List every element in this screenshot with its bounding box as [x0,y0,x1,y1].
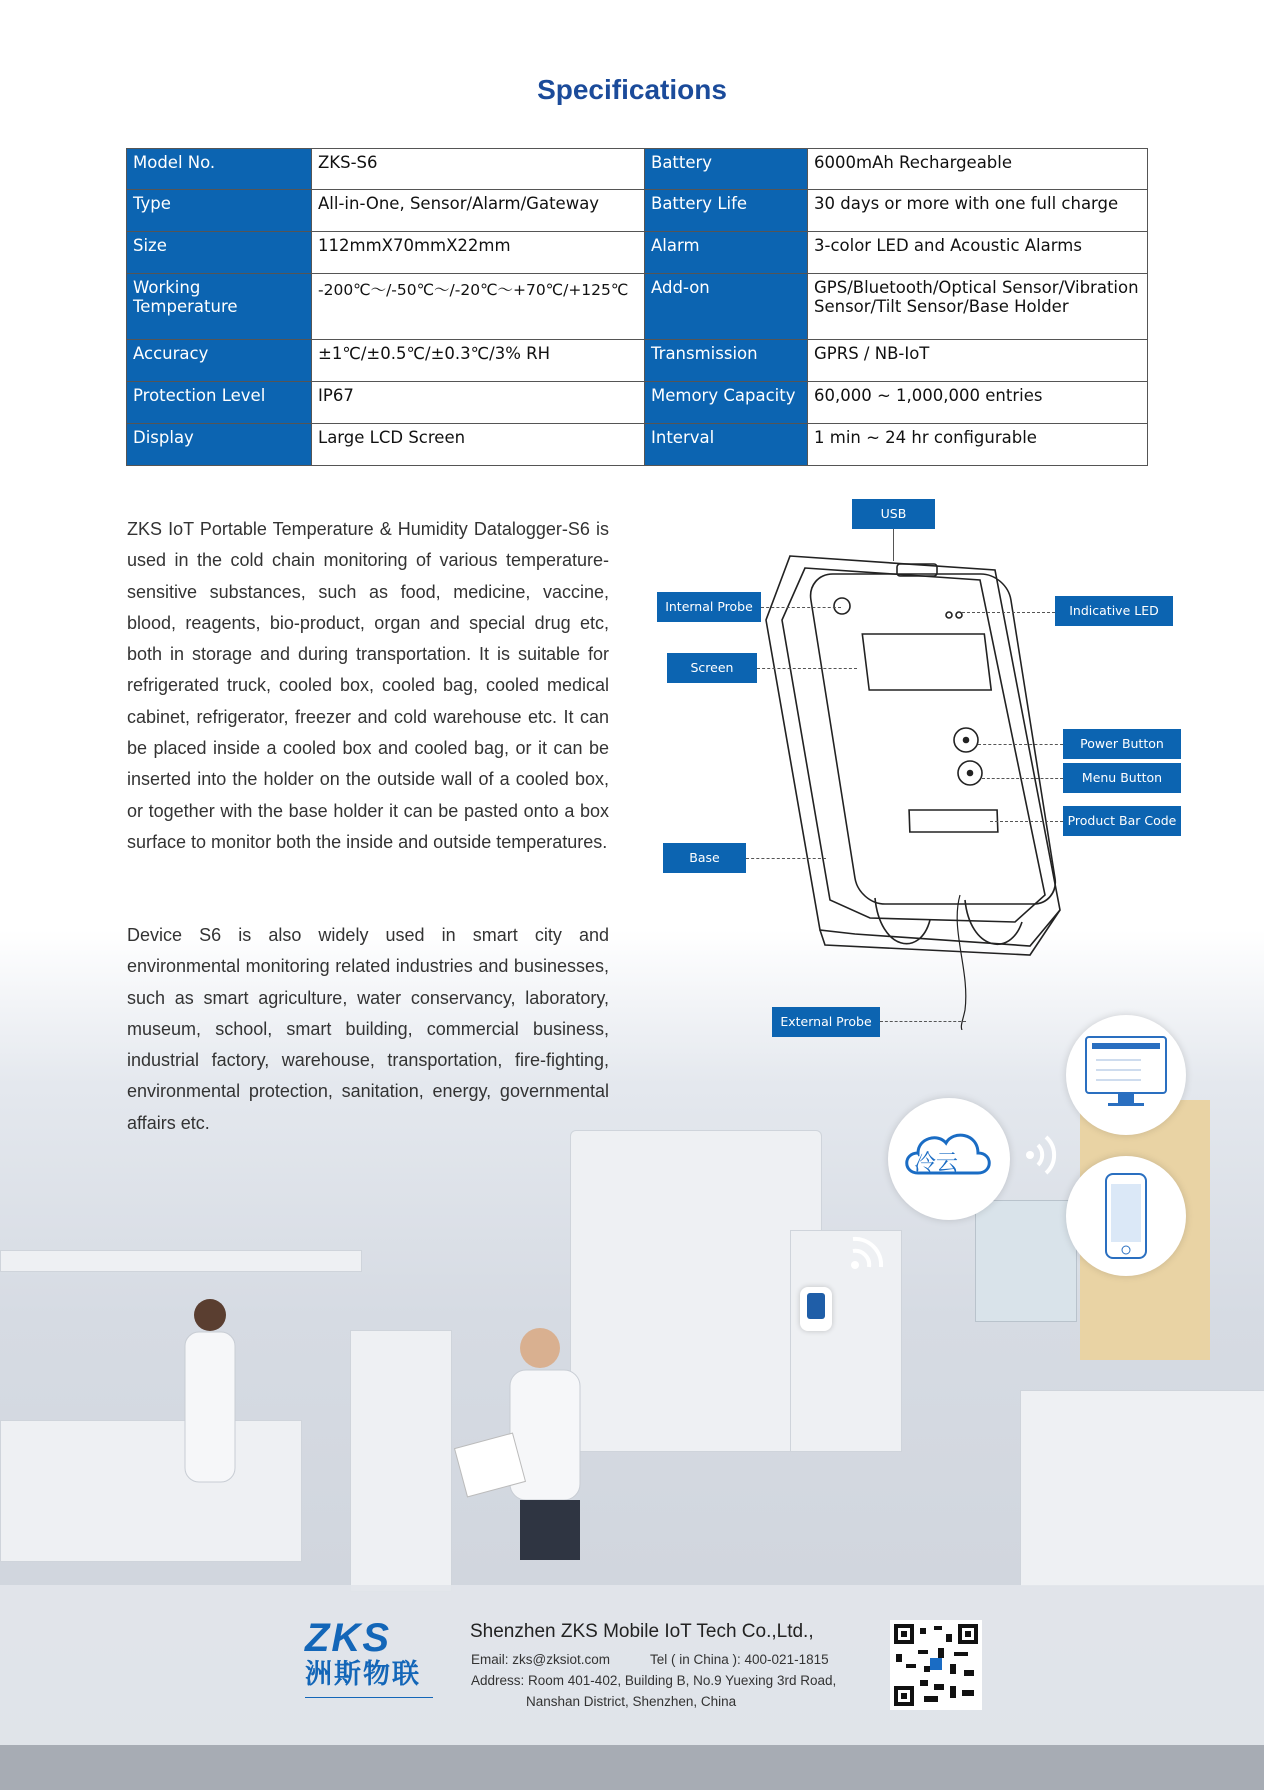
spec-label: Battery Life [645,190,808,232]
spec-label: Type [127,190,312,232]
scientist-man-figure [440,1320,620,1600]
spec-value: 3-color LED and Acoustic Alarms [808,232,1148,274]
spec-label: Protection Level [127,382,312,424]
qr-code [890,1620,982,1710]
address-line-2: Nanshan District, Shenzhen, China [526,1694,737,1709]
logo-underline [305,1697,433,1698]
spec-row [127,232,1148,274]
spec-label: Model No. [127,149,312,190]
spec-label: Add-on [645,274,808,340]
mounted-logger-device [800,1287,832,1331]
description-paragraph-2: Device S6 is also widely used in smart city and environmental monitoring related industries and businesses, such as smart agriculture, water conservancy, laboratory, museum, school, smart building, commercial business, industrial factory, warehouse, transportation, fire-fighting, environmental protection, sanitation, energy, governmental affairs etc. [127,925,609,1133]
spec-value: 6000mAh Rechargeable [808,149,1148,190]
spec-value: GPS/Bluetooth/Optical Sensor/Vibration Sensor/Tilt Sensor/Base Holder [808,274,1148,340]
spec-row [127,274,1148,340]
spec-value: 112mmX70mmX22mm [312,232,645,274]
spec-label: Working Temperature [127,274,312,340]
spec-value: All-in-One, Sensor/Alarm/Gateway [312,190,645,232]
spec-label: Transmission [645,340,808,382]
scientist-woman-figure [150,1290,260,1590]
callout-internal-probe: Internal Probe [657,592,761,622]
zks-logo [305,1617,435,1698]
lab-partition [350,1330,452,1592]
qr-code-icon [894,1624,978,1706]
tel-text: Tel ( in China ): 400-021-1815 [650,1652,829,1667]
spec-value: IP67 [312,382,645,424]
spec-row [127,382,1148,424]
callout-product-bar-code: Product Bar Code [1063,806,1181,836]
description-paragraph-1: ZKS IoT Portable Temperature & Humidity Datalogger-S6 is used in the cold chain monitoring of various temperature-sensitive substances, such as food, medicine, vaccine, blood, reagents, bio-product, organ and special drug etc, both in storage and during transportation. It is suitable for refrigerated truck, cooled box, cooled bag, cooled medical cabinet, refrigerator, freezer and cold warehouse etc. It can be placed inside a cooled box and cooled bag, or it can be inserted into the holder on the outside wall of a cooled box, or together with the base holder it can be pasted onto a box surface to monitor both the inside and outside temperatures. [127,519,609,852]
monitor-circle [1066,1015,1186,1135]
cloud-logo-text: 冷云 [913,1151,959,1176]
spec-label: Size [127,232,312,274]
spec-label: Memory Capacity [645,382,808,424]
spec-label: Alarm [645,232,808,274]
page-title: Specifications [537,74,727,105]
footer-bottom-bar [0,1745,1264,1790]
spec-value: 30 days or more with one full charge [808,190,1148,232]
monitor-icon [1066,1015,1186,1135]
lab-shelf-left [0,1250,362,1272]
spec-value: Large LCD Screen [312,424,645,466]
spec-label: Accuracy [127,340,312,382]
lab-bench-right [1020,1390,1264,1587]
spec-value: GPRS / NB-IoT [808,340,1148,382]
cloud-icon [888,1098,1010,1220]
footer-band [0,1585,1264,1745]
logo-text: ZKS [305,1616,391,1660]
email-text: Email: zks@zksiot.com [471,1652,610,1667]
callout-menu-button: Menu Button [1063,763,1181,793]
callout-power-button: Power Button [1063,729,1181,759]
callout-external-probe: External Probe [772,1007,880,1037]
spec-value: 1 min ~ 24 hr configurable [808,424,1148,466]
wireless-signal-icon [1020,1125,1070,1185]
wireless-signal-icon-device [845,1225,895,1275]
callout-screen: Screen [667,653,757,683]
callout-base: Base [663,843,746,873]
spec-value: -200℃～/-50℃～/-20℃～+70℃/+125℃ [312,274,645,340]
spec-row [127,340,1148,382]
spec-value: 60,000 ~ 1,000,000 entries [808,382,1148,424]
company-name: Shenzhen ZKS Mobile IoT Tech Co.,Ltd., [470,1621,814,1642]
address-line-1: Address: Room 401-402, Building B, No.9 Yuexing 3rd Road, [471,1673,837,1688]
spec-row [127,190,1148,232]
spec-row [127,424,1148,466]
spec-label: Battery [645,149,808,190]
mobile-phone-icon [1066,1156,1186,1276]
spec-label: Display [127,424,312,466]
spec-table [126,148,1148,466]
device-diagram [760,550,1070,1030]
spec-value: ZKS-S6 [312,149,645,190]
spec-value: ±1℃/±0.5℃/±0.3℃/3% RH [312,340,645,382]
cloud-circle [888,1098,1010,1220]
phone-circle [1066,1156,1186,1276]
callout-usb: USB [852,499,935,529]
callout-indicative-led: Indicative LED [1055,596,1173,626]
spec-row [127,149,1148,190]
spec-label: Interval [645,424,808,466]
logo-chinese-text: 洲斯物联 [305,1659,421,1690]
